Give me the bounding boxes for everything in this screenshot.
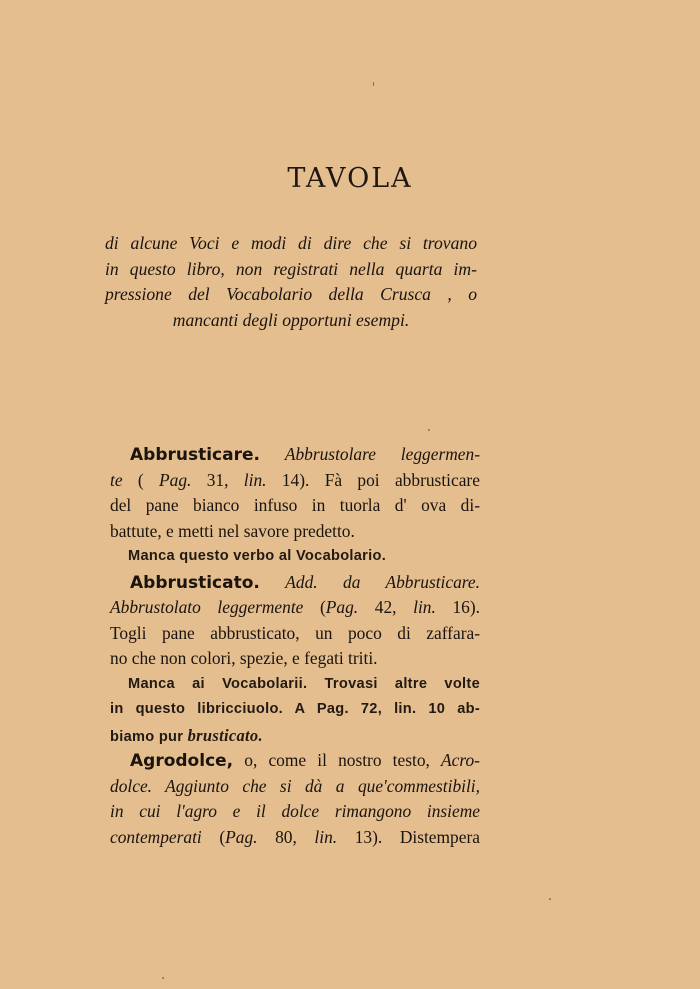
subtitle-block — [105, 231, 477, 333]
subtitle-line: mancanti degli opportuni esempi. — [172, 309, 410, 330]
entry-note: in questo libricciuolo. A Pag. 72, lin. 10 ab- — [110, 701, 480, 717]
entry-headword: Abbrusticare. — [130, 445, 260, 465]
entry-note: Manca questo verbo al Vocabolario. — [128, 548, 387, 564]
entry-abbrusticato-line: Abbrusticato. Add. da Abbrusticare. — [130, 571, 480, 593]
entry-line: Abbrustolato leggermente (Pag. 42, lin. 16). — [110, 597, 480, 617]
entry-abbrusticare-line: Abbrusticare. Abbrustolare leggermen- — [130, 444, 480, 465]
paper-speck — [549, 898, 551, 900]
entry-note: biamo pur brusticato. — [110, 725, 263, 745]
page-title: TAVOLA — [287, 163, 413, 194]
subtitle-line: di alcune Voci e modi di dire che si trovano — [105, 233, 477, 253]
paper-speck — [162, 977, 164, 979]
entry-line: Togli pane abbrusticato, un poco di zaffara- — [110, 622, 480, 643]
entry-line: te ( Pag. 31, lin. 14). Fà poi abbrusticare — [110, 469, 480, 490]
entry-line: in cui l'agro e il dolce rimangono insieme — [110, 801, 480, 821]
entries-body — [110, 442, 480, 850]
entry-headword: Abbrusticato. — [130, 572, 260, 593]
entry-line: no che non colori, spezie, e fegati triti. — [110, 648, 378, 668]
entry-headword: Agrodolce, — [130, 751, 234, 771]
paper-speck — [428, 429, 430, 431]
entry-line: battute, e metti nel savore predetto. — [110, 520, 355, 541]
entry-note: Manca ai Vocabolarii. Trovasi altre volte — [128, 675, 480, 692]
paper-speck — [373, 82, 374, 86]
entry-agrodolce-line: Agrodolce, o, come il nostro testo, Acro- — [130, 750, 480, 771]
entry-line: dolce. Aggiunto che si dà a que'commestibili, — [110, 775, 480, 796]
subtitle-line: in questo libro, non registrati nella quarta im- — [105, 258, 477, 279]
entry-line: del pane bianco infuso in tuorla d' ova di- — [110, 495, 480, 515]
subtitle-line: pressione del Vocabolario della Crusca , o — [105, 284, 477, 305]
entry-line: contemperati (Pag. 80, lin. 13). Distempera — [110, 826, 480, 847]
